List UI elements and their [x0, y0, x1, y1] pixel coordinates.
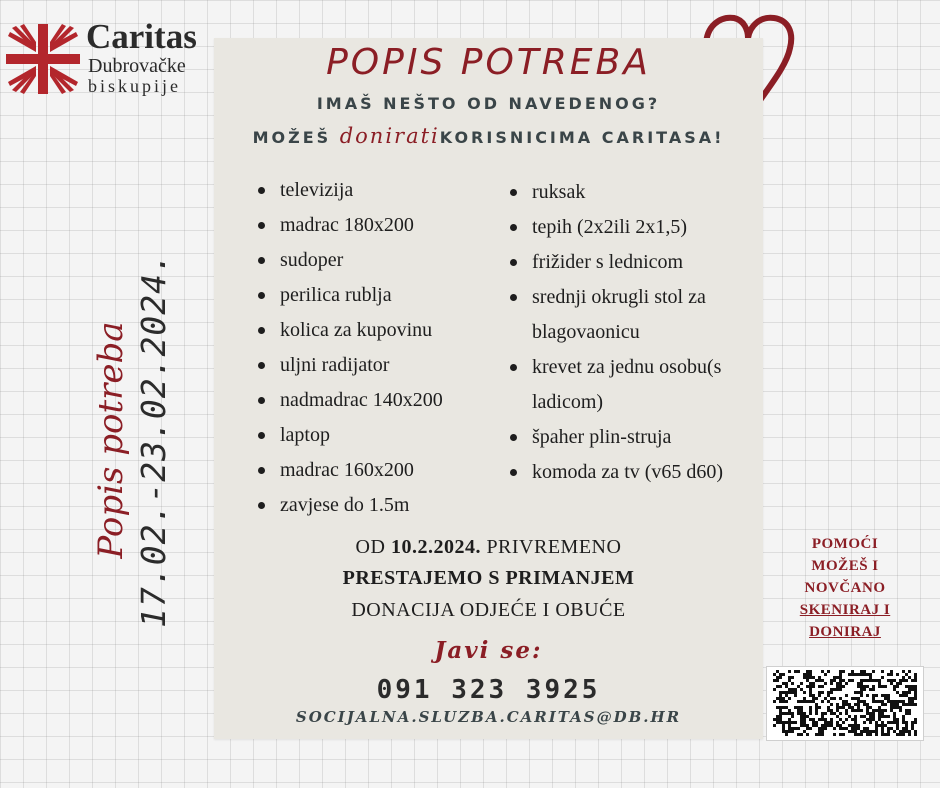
bullet-icon	[258, 222, 265, 229]
bullet-icon	[258, 467, 265, 474]
list-item-label: laptop	[280, 424, 330, 446]
needs-list-right	[508, 175, 758, 490]
notice-line3: DONACIJA ODJEĆE I OBUĆE	[351, 599, 626, 621]
list-item	[256, 488, 496, 523]
donate-line3: NOVČANO	[804, 580, 886, 596]
qr-code-pattern	[767, 667, 923, 740]
list-item-label: ruksak	[532, 181, 586, 203]
donate-line2: MOŽEŠ I	[811, 558, 879, 574]
bullet-icon	[510, 469, 517, 476]
list-item-label: televizija	[280, 179, 354, 201]
bullet-icon	[510, 294, 517, 301]
list-item	[508, 175, 758, 210]
notice-line1	[214, 536, 763, 559]
list-item-label: zavjese do 1.5m	[280, 494, 410, 516]
donate-line1: POMOĆI	[811, 536, 879, 552]
list-item	[508, 280, 758, 350]
bullet-icon	[510, 434, 517, 441]
list-item	[256, 418, 496, 453]
subtitle-donate	[214, 124, 763, 148]
list-item-label: frižider s lednicom	[532, 251, 684, 273]
list-item-label: kolica za kupovinu	[280, 319, 433, 341]
list-item-label: sudoper	[280, 249, 344, 271]
needs-list-left	[256, 173, 496, 523]
bullet-icon	[258, 502, 265, 509]
list-item-label: krevet za jednu osobu(s ladicom)	[532, 356, 722, 413]
list-item-label: komoda za tv (v65 d60)	[532, 461, 724, 483]
bullet-icon	[510, 364, 517, 371]
list-item-label: nadmadrac 140x200	[280, 389, 443, 411]
bullet-icon	[258, 187, 265, 194]
list-item	[256, 173, 496, 208]
contact-email[interactable]: SOCIJALNA.SLUZBA.CARITAS@DB.HR	[295, 708, 682, 726]
list-item	[508, 420, 758, 455]
list-item	[256, 383, 496, 418]
list-item	[256, 208, 496, 243]
list-item	[256, 348, 496, 383]
list-item	[508, 210, 758, 245]
page-title: POPIS POTREBA	[326, 42, 651, 83]
side-dates: 17.02.-23.02.2024.	[134, 252, 173, 628]
subtitle-donate-accent: donirati	[339, 124, 440, 148]
bullet-icon	[258, 292, 265, 299]
contact-phone[interactable]: 091 323 3925	[376, 675, 601, 705]
side-heading	[89, 252, 175, 628]
notice-line1-suffix: PRIVREMENO	[480, 536, 622, 558]
caritas-cross-icon	[6, 24, 80, 94]
list-item-label: tepih (2x2ili 2x1,5)	[532, 216, 687, 238]
bullet-icon	[510, 224, 517, 231]
logo-line1: Caritas	[86, 17, 197, 56]
list-item	[508, 350, 758, 420]
bullet-icon	[258, 362, 265, 369]
logo-line2: Dubrovačke	[88, 55, 186, 77]
donate-line4: SKENIRAJ I	[799, 602, 891, 618]
notice-line2: PRESTAJEMO S PRIMANJEM	[342, 567, 635, 589]
caritas-logo	[6, 18, 206, 98]
logo-line3: biskupije	[88, 76, 181, 96]
list-item-label: uljni radijator	[280, 354, 390, 376]
list-item	[508, 245, 758, 280]
list-item-label: perilica rublja	[280, 284, 392, 306]
notice-line1-prefix: OD	[355, 536, 391, 558]
list-item	[256, 278, 496, 313]
list-item	[256, 243, 496, 278]
subtitle-donate-suffix: KORISNICIMA CARITASA!	[439, 128, 725, 147]
list-item-label: madrac 180x200	[280, 214, 414, 236]
list-item	[256, 453, 496, 488]
bullet-icon	[258, 327, 265, 334]
subtitle-donate-prefix: MOŽEŠ	[252, 128, 340, 147]
side-title: Popis potreba	[91, 321, 131, 559]
list-item-label: špaher plin-struja	[532, 426, 672, 448]
bullet-icon	[510, 189, 517, 196]
list-item-label: srednji okrugli stol za blagovaonicu	[532, 286, 706, 343]
list-item	[256, 313, 496, 348]
contact-label: Javi se:	[434, 637, 543, 664]
donate-line5: DONIRAJ	[809, 624, 881, 640]
main-panel	[214, 38, 763, 739]
logo-wordmark	[86, 18, 197, 96]
qr-code-icon[interactable]	[766, 666, 924, 741]
bullet-icon	[510, 259, 517, 266]
list-item-label: madrac 160x200	[280, 459, 414, 481]
bullet-icon	[258, 257, 265, 264]
subtitle-question: IMAŠ NEŠTO OD NAVEDENOG?	[316, 94, 661, 113]
list-item	[508, 455, 758, 490]
notice-date: 10.2.2024.	[390, 536, 481, 558]
bullet-icon	[258, 397, 265, 404]
bullet-icon	[258, 432, 265, 439]
donate-info	[787, 533, 903, 643]
